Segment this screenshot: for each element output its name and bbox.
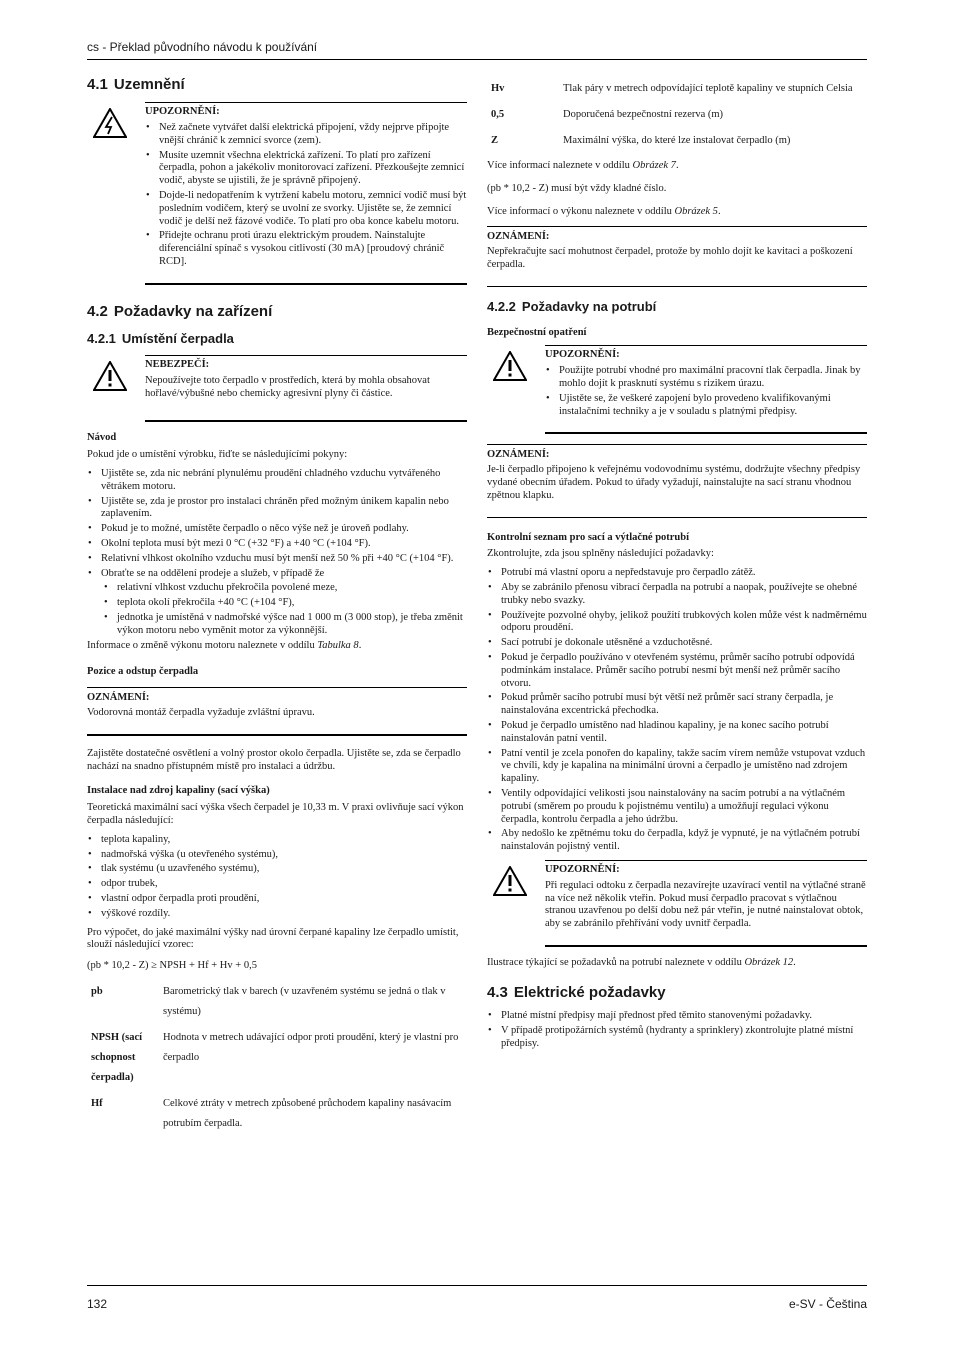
list-item: • Pokud je čerpadlo umístěno nad hladinou kapaliny, je na konec sacího potrubí nainstalován patní ventil. — [501, 720, 867, 746]
notice-public-water — [487, 444, 867, 517]
list-item: • Aby nedošlo ke zpětnému toku do čerpadla, když je vypnuté, je na výtlačném potrubí nainstalován pojistný ventil. — [501, 828, 867, 854]
page-header: cs - Překlad původního návodu k používání — [87, 40, 318, 54]
table-row: Hv Tlak páry v metrech odpovídající teplotě kapaliny ve stupních Celsia — [491, 83, 853, 94]
list-item: • teplota kapaliny, — [101, 834, 467, 847]
notice-title: UPOZORNĚNÍ: — [545, 863, 620, 875]
notice-text: Nepoužívejte toto čerpadlo v prostředích, která by mohla obsahovat hořlavé/výbušné nebo chemicky agresivní plyny či částice. — [145, 374, 430, 399]
section-4-3-heading: 4.3 Elektrické požadavky — [487, 983, 666, 1001]
warning-triangle-icon — [493, 866, 527, 896]
subheading-safety: Bezpečnostní opatření — [487, 326, 587, 338]
subheading-checklist: Kontrolní seznam pro sací a výtlačné potrubí — [487, 531, 690, 543]
section-4-1-heading: 4.1 Uzemnění — [87, 76, 185, 93]
notice-text: Při regulaci odtoku z čerpadla nezavírejte uzavírací ventil na výtlačné straně na více než několik vteřin. Pokud musí čerpadlo pracovat s výtlačnou stranou uzavřenou po delší dobu než pár vteřin, je nutné nainstalovat obtok, aby se zabránilo přehřívání vody uvnitř čerpadla. — [545, 879, 866, 930]
sub-list-item: • jednotka je umístěná v nadmořské výšce nad 1 000 m (3 000 stop), je třeba změnit výkon motoru nebo vyměnit motor za výkonnější. — [117, 612, 467, 638]
sub-list-item: • teplota okolí překročila +40 °C (+104 °F), — [117, 597, 467, 610]
figure-reference-link[interactable]: Obrázek 12 — [744, 956, 794, 968]
paragraph: Informace o změně výkonu motoru naleznete v oddílu Tabulka 8. — [87, 639, 362, 651]
warning-triangle-icon — [93, 361, 127, 391]
paragraph: Více informací o výkonu naleznete v oddílu Obrázek 5. — [487, 205, 721, 217]
list-item: • Pokud je to možné, umístěte čerpadlo o něco výše než je úroveň podlahy. — [101, 523, 467, 536]
page-number: 132 — [87, 1297, 108, 1311]
warning-triangle-icon — [493, 351, 527, 381]
paragraph: Ilustrace týkající se požadavků na potrubí naleznete v oddílu Obrázek 12. — [487, 956, 796, 968]
list-item: • Ujistěte se, že veškeré zapojení bylo provedeno kvalifikovanými instalačními techniky a je v souladu s platnými předpisy. — [559, 393, 867, 419]
notice-title: UPOZORNĚNÍ: — [145, 106, 220, 118]
paragraph: Pokud jde o umístění výrobku, řiďte se následujícími pokyny: — [87, 449, 348, 461]
figure-reference-link[interactable]: Obrázek 7 — [632, 160, 676, 171]
list-item: • vlastní odpor čerpadla proti proudění, — [101, 893, 467, 906]
right-column — [487, 76, 867, 1056]
list-item: • Přidejte ochranu proti úrazu elektrickým proudem. Nainstalujte diferenciální spínač s vysokou citlivostí (30 mA) [proudový chránič RCD]. — [159, 230, 467, 268]
list-item: • Patní ventil je zcela ponořen do kapaliny, takže sacím vírem nemůže vstupovat vzduch ve chvíli, kdy je kapalina na minimální úrovni a čerpadlo je umístěno nad zdrojem kapaliny. — [501, 748, 867, 786]
paragraph: Pro výpočet, do jaké maximální výšky nad úrovní čerpané kapaliny lze čerpadlo umístit, slouží následující vzorec: — [87, 926, 459, 951]
list-item: • Potrubí má vlastní oporu a nepředstavuje pro čerpadlo zátěž. — [501, 567, 867, 580]
list-item: • Ujistěte se, zda nic nebrání plynulému proudění chladného vzduchu vytvářeného větrákem motoru. — [101, 468, 467, 494]
list-item: • výškové rozdíly. — [101, 908, 467, 921]
list-item: • Musíte uzemnit všechna elektrická zařízení. To platí pro zařízení čerpadla, pohon a jakékoliv monitorovací zařízení. Přezkoušejte zemnicí vodič, abyste se ujistili, že je správně připojený. — [159, 150, 467, 188]
list-item: • Použijte potrubí vhodné pro maximální pracovní tlak čerpadla. Jinak by mohlo dojít k prasknutí systému s rizikem úrazu. — [559, 365, 867, 391]
list-item: • Platné místní předpisy mají přednost před těmito stanovenými požadavky. — [501, 1010, 867, 1023]
notice-suction-capacity — [487, 226, 867, 286]
subheading-suction-lift: Instalace nad zdroj kapaliny (sací výška) — [87, 785, 270, 797]
notice-title: NEBEZPEČÍ: — [145, 359, 210, 371]
notice-title: OZNÁMENÍ: — [87, 692, 150, 704]
table-row: 0,5 Doporučená bezpečnostní rezerva (m) — [491, 109, 724, 120]
definitions-table — [87, 979, 467, 1137]
notice-title: OZNÁMENÍ: — [487, 231, 550, 243]
notice-text: Nepřekračujte sací mohutnost čerpadel, protože by mohlo dojít ke kavitaci a poškození čerpadla. — [487, 246, 853, 270]
table-reference-link[interactable]: Tabulka 8 — [317, 639, 359, 651]
notice-title: OZNÁMENÍ: — [487, 449, 550, 461]
list-item: • Sací potrubí je dokonale utěsněné a vzduchotěsné. — [501, 637, 867, 650]
notice-piping-caution — [487, 345, 867, 434]
list-item: • Používejte pozvolné ohyby, jelikož použití trubkových kolen může vést k nadměrnému odporu proudění. — [501, 610, 867, 636]
paragraph: (pb * 10,2 - Z) musí být vždy kladné číslo. — [487, 182, 667, 194]
list-item: • Aby se zabránilo přenosu vibrací čerpadla na potrubí a naopak, používejte se ohebné trubky nebo svazky. — [501, 582, 867, 608]
list-item: • Dojde-li nedopatřením k vytržení kabelu motoru, zemnicí vodič musí být posledním vodičem, který se uvolní ze svorky. Ujistěte se, že zemnicí vodič je delší než fázové vodiče. To platí pro oba konce kabelu motoru. — [159, 190, 467, 228]
left-column — [87, 70, 467, 1143]
list-item: • Relativní vlhkost okolního vzduchu musí být menší než 50 % při +40 °C (+104 °F). — [101, 553, 467, 566]
notice-horizontal-mounting — [87, 687, 467, 736]
list-item: • tlak systému (u uzavřeného systému), — [101, 863, 467, 876]
list-item: • Pokud průměr sacího potrubí musí být větší než průměr sací strany čerpadla, je nainstalována excentrická přechodka. — [501, 692, 867, 718]
subheading-position: Pozice a odstup čerpadla — [87, 666, 199, 678]
paragraph: Teoretická maximální sací výška všech čerpadel je 10,33 m. V praxi ovlivňuje sací výkon čerpadla následující: — [87, 802, 464, 826]
definitions-table-continued — [487, 76, 867, 154]
paragraph: Zkontrolujte, zda jsou splněny následující požadavky: — [487, 548, 714, 560]
paragraph: Více informací naleznete v oddílu Obrázek 7. — [487, 160, 679, 171]
header-rule — [87, 59, 867, 60]
formula: (pb * 10,2 - Z) ≥ NPSH + Hf + Hv + 0,5 — [87, 960, 257, 972]
electric-hazard-icon — [93, 108, 127, 138]
table-row: NPSH (sací schopnost čerpadla) Hodnota v metrech udávající odpor proti proudění, který je vlastní pro čerpadlo — [91, 1031, 459, 1083]
list-item: • Ujistěte se, zda je prostor pro instalaci chráněn před možným únikem kapalin nebo zaplavením. — [101, 496, 467, 522]
footer-doc-label: e-SV - Čeština — [788, 1297, 867, 1311]
notice-text: Je-li čerpadlo připojeno k veřejnému vodovodnímu systému, dodržujte všechny předpisy vydané obecním úřadem. Pokud to úřady vyžadují, nainstalujte na sací stranu vhodnou zpětnou klapku. — [487, 464, 861, 501]
notice-discharge-valve-caution — [487, 860, 867, 947]
section-4-2-heading: 4.2 Požadavky na zařízení — [87, 302, 273, 320]
list-item: • Okolní teplota musí být mezi 0 °C (+32 °F) a +40 °C (+104 °F). — [101, 538, 467, 551]
sub-list-item: • relativní vlhkost vzduchu překročila povolené meze, — [117, 582, 467, 595]
figure-reference-link[interactable]: Obrázek 5 — [674, 205, 718, 217]
subheading-navod: Návod — [87, 432, 117, 444]
section-4-2-2-heading: 4.2.2 Požadavky na potrubí — [487, 298, 657, 314]
notice-danger — [87, 355, 467, 422]
paragraph: Zajistěte dostatečné osvětlení a volný prostor okolo čerpadla. Ujistěte se, zda se čerpadlo nachází na snadno přístupném místě pro instalaci a údržbu. — [87, 747, 461, 772]
list-item: • V případě protipožárních systémů (hydranty a sprinklery) zkontrolujte platné místní předpisy. — [501, 1025, 867, 1051]
notice-grounding-caution — [87, 102, 467, 285]
footer-rule — [87, 1285, 867, 1286]
table-row: pb Barometrický tlak v barech (v uzavřeném systému se jedná o tlak v systému) — [91, 985, 446, 1017]
list-item: • Obraťte se na oddělení prodeje a služeb, v případě že • relativní vlhkost vzduchu překročila povolené meze, • teplota okolí překročila +40 °C (+104 °F), • jednotka je umístěná v nadmořské výšce nad 1 000 m (3 000 stop), je třeba změnit výkon motoru nebo vyměnit motor za výkonnější. — [101, 568, 467, 638]
list-item: • Pokud je čerpadlo používáno v otevřeném systému, průměr sacího potrubí odpovídá podmínkám instalace. Průměr sacího potrubí nesmí být menší než průměr sacího otvoru. — [501, 652, 867, 690]
table-row: Hf Celkové ztráty v metrech způsobené průchodem kapaliny nasávacím potrubím čerpadla. — [91, 1097, 452, 1129]
list-item: • odpor trubek, — [101, 878, 467, 891]
list-item: • nadmořská výška (u otevřeného systému), — [101, 849, 467, 862]
notice-text: Vodorovná montáž čerpadla vyžaduje zvláštní úpravu. — [87, 706, 315, 718]
section-4-2-1-heading: 4.2.1 Umístění čerpadla — [87, 331, 234, 347]
list-item: • Ventily odpovídající velikosti jsou nainstalovány na sacím potrubí a na výtlačném potrubí (směrem po proudu k pojistnému ventilu) a umožňují regulaci výkonu čerpadla, kontrolu čerpadla a jeho údržbu. — [501, 788, 867, 826]
table-row: Z Maximální výška, do které lze instalovat čerpadlo (m) — [491, 135, 791, 146]
notice-title: UPOZORNĚNÍ: — [545, 349, 620, 361]
list-item: • Než začnete vytvářet další elektrická připojení, vždy nejprve připojte vnější chránič k zemnicí svorce (zem). — [159, 122, 467, 148]
